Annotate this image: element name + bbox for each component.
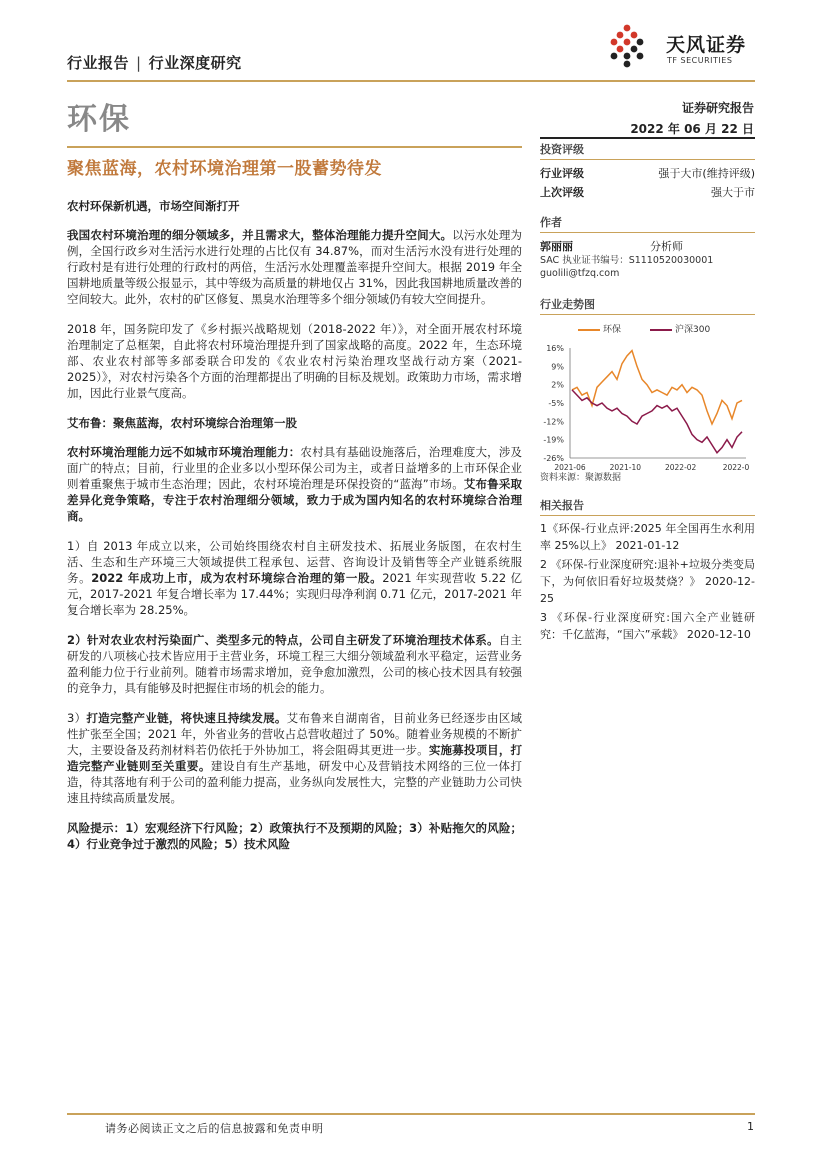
- brand-name: 天风证券: [666, 34, 747, 56]
- trend-heading: 行业走势图: [540, 296, 755, 315]
- brand-name-en: TF SECURITIES: [667, 56, 733, 65]
- related-report-3[interactable]: 3 《环保-行业深度研究:国六全产业链研究：千亿蓝海，“国六”承载》 2020-12-10: [540, 611, 755, 641]
- rating-heading: 投资评级: [540, 141, 755, 160]
- trend-panel: [540, 296, 755, 319]
- x-tick-label: 2021-06: [554, 463, 586, 472]
- y-tick-label: 9%: [551, 362, 564, 372]
- author-cert: SAC 执业证书编号：S1110520030001: [540, 255, 714, 266]
- header-divider: [67, 80, 755, 82]
- footer-disclaimer: 请务必阅读正文之后的信息披露和免责申明: [105, 1122, 324, 1135]
- rating-row-previous: 上次评级 强大于市: [540, 186, 755, 199]
- paragraph-5: 2）针对农业农村污染面广、类型多元的特点，公司自主研发了环境治理技术体系。自主研发的八项核心技术皆应用于主营业务，环境工程三大细分领域盈利水平稳定，运营业务盈利能力位于行业前列。随着市场需求增加，竞争愈加激烈，公司的核心技术因具有较强的竞争力，具有能够及时把握住市场的机会的能力。: [67, 633, 522, 695]
- y-tick-label: -26%: [543, 454, 564, 463]
- trend-chart-svg: [540, 336, 755, 481]
- page-number: 1: [747, 1120, 754, 1133]
- related-list: [540, 520, 755, 643]
- related-panel: [540, 497, 755, 645]
- author-email: guolili@tfzq.com: [540, 268, 620, 279]
- industry-name: 环保: [67, 102, 131, 137]
- paragraph-2: 2018 年，国务院印发了《乡村振兴战略规划（2018-2022 年）》，对全面开展农村环境治理制定了总框架，自此将农村环境治理提升到了国家战略的高度。2022 年，生态环境部、农业农村部等多部委联合印发的《农业农村污染治理攻坚战行动方案（2021-2025）》，对农村污染各个方面的治理都提出了明确的目标及规划。政策助力市场，需求增加，因此行业景气度高。: [67, 322, 522, 400]
- legend-swatch-hs300: [650, 329, 672, 331]
- category-tag-deep-research: 行业深度研究: [148, 54, 242, 72]
- rating-panel: [540, 141, 755, 202]
- legend-huanbao: 环保: [578, 322, 621, 335]
- related-heading: 相关报告: [540, 497, 755, 516]
- author-name: 郭丽丽: [540, 240, 573, 253]
- trend-chart: [540, 318, 755, 483]
- x-tick-label: 2022-0: [722, 463, 750, 472]
- series-line-hs300: [572, 390, 742, 453]
- y-tick-label: -19%: [543, 435, 564, 445]
- related-report-1[interactable]: 1《环保-行业点评:2025 年全国再生水利用率 25%以上》 2021-01-12: [540, 522, 755, 552]
- report-date: 2022 年 06 月 22 日: [630, 122, 754, 136]
- y-tick-label: 16%: [546, 344, 564, 353]
- series-line-huanbao: [572, 351, 742, 424]
- section-heading: 农村环保新机遇，市场空间渐打开: [67, 199, 240, 213]
- author-panel: [540, 214, 755, 280]
- paragraph-6: 3）打造完整产业链，将快速且持续发展。艾布鲁来自湖南省，目前业务已经逐步由区域性扩张至全国；2021 年，外省业务的营收占总营收超过了 50%。随着业务规模的不断扩大，主要设备及药剂材料若仍依托于外协加工，将会阻碍其更进一步。实施募投项目，打造完整产业链则至关重要。建设自有生产基地，研发中心及营销技术网络的三位一体打造，待其落地有利于公司的盈利能力提高，业务纵向发展性大，完整的产业链助力公司快速且持续高质量发展。: [67, 711, 523, 805]
- report-type: 证券研究报告: [681, 101, 754, 115]
- paragraph-3: 农村环境治理能力远不如城市环境治理能力：农村具有基础设施落后，治理难度大，涉及面广的特点；目前，行业里的企业多以小型环保公司为主，或者日益增多的上市环保企业则着重聚焦于城市生态治理；因此，农村环境治理是环保投资的“蓝海”市场。艾布鲁采取差异化竞争策略，专注于农村治理细分领域，致力于成为国内知名的农村环境综合治理商。: [67, 445, 522, 523]
- category-separator: |: [136, 54, 142, 72]
- paragraph-1: 我国农村环境治理的细分领域多，并且需求大，整体治理能力提升空间大。以污水处理为例，全国行政乡对生活污水进行处理的占比仅有 34.87%，而对生活污水没有进行处理的行政村是有进行处理的行政村的两倍，生活污水处理覆盖率提升空间大。根据 2019 年全国耕地质量等级公报显示，其中等级为高质量的耕地仅占 31%，因此我国耕地质量改善的空间较大。此外，农村的矿区修复、黑臭水治理等多个细分领域仍有较大空间提升。: [67, 228, 523, 306]
- risk-warning: 风险提示：1）宏观经济下行风险；2）政策执行不及预期的风险；3）补贴拖欠的风险；4）行业竞争过于激烈的风险；5）技术风险: [67, 821, 522, 851]
- category-tag-industry-report: 行业报告: [67, 54, 130, 72]
- legend-hs300: 沪深300: [650, 322, 710, 335]
- author-heading: 作者: [540, 214, 755, 233]
- y-tick-label: -12%: [543, 417, 564, 427]
- section-heading-company: 艾布鲁：聚焦蓝海，农村环境综合治理第一股: [67, 416, 297, 430]
- chart-source: 资料来源：聚源数据: [540, 473, 622, 483]
- y-tick-label: 2%: [551, 380, 564, 390]
- rating-row-current: 行业评级 强于大市(维持评级): [540, 167, 755, 180]
- report-category: [67, 52, 242, 73]
- report-title: 聚焦蓝海，农村环境治理第一股蓄势待发: [67, 159, 382, 179]
- related-report-2[interactable]: 2 《环保-行业深度研究:退补+垃圾分类变局下，为何依旧看好垃圾焚烧？》 2020-12-25: [540, 558, 755, 605]
- title-divider: [67, 146, 522, 148]
- footer-divider: [67, 1113, 755, 1115]
- author-title: 分析师: [650, 240, 683, 253]
- y-tick-label: -5%: [548, 399, 564, 408]
- side-top-divider: [540, 137, 755, 139]
- main-content: [67, 198, 522, 866]
- x-tick-label: 2022-02: [664, 463, 697, 472]
- paragraph-4: 1）自 2013 年成立以来，公司始终围绕农村自主研发技术、拓展业务版图，在农村生活、生态和生产环境三大领域提供工程承包、运营、咨询设计及销售等全产业链系统服务。2022 年成功上市，成为农村环境综合治理的第一股。2021 年实现营收 5.22 亿元，2017-2021 年复合增长率为 17.44%；实现归母净利润 0.71 亿元，2017-2021 年复合增长率为 28.25%。: [67, 539, 522, 617]
- author-info: [540, 239, 755, 254]
- x-tick-label: 2021-10: [609, 463, 642, 472]
- legend-swatch-huanbao: [578, 329, 600, 331]
